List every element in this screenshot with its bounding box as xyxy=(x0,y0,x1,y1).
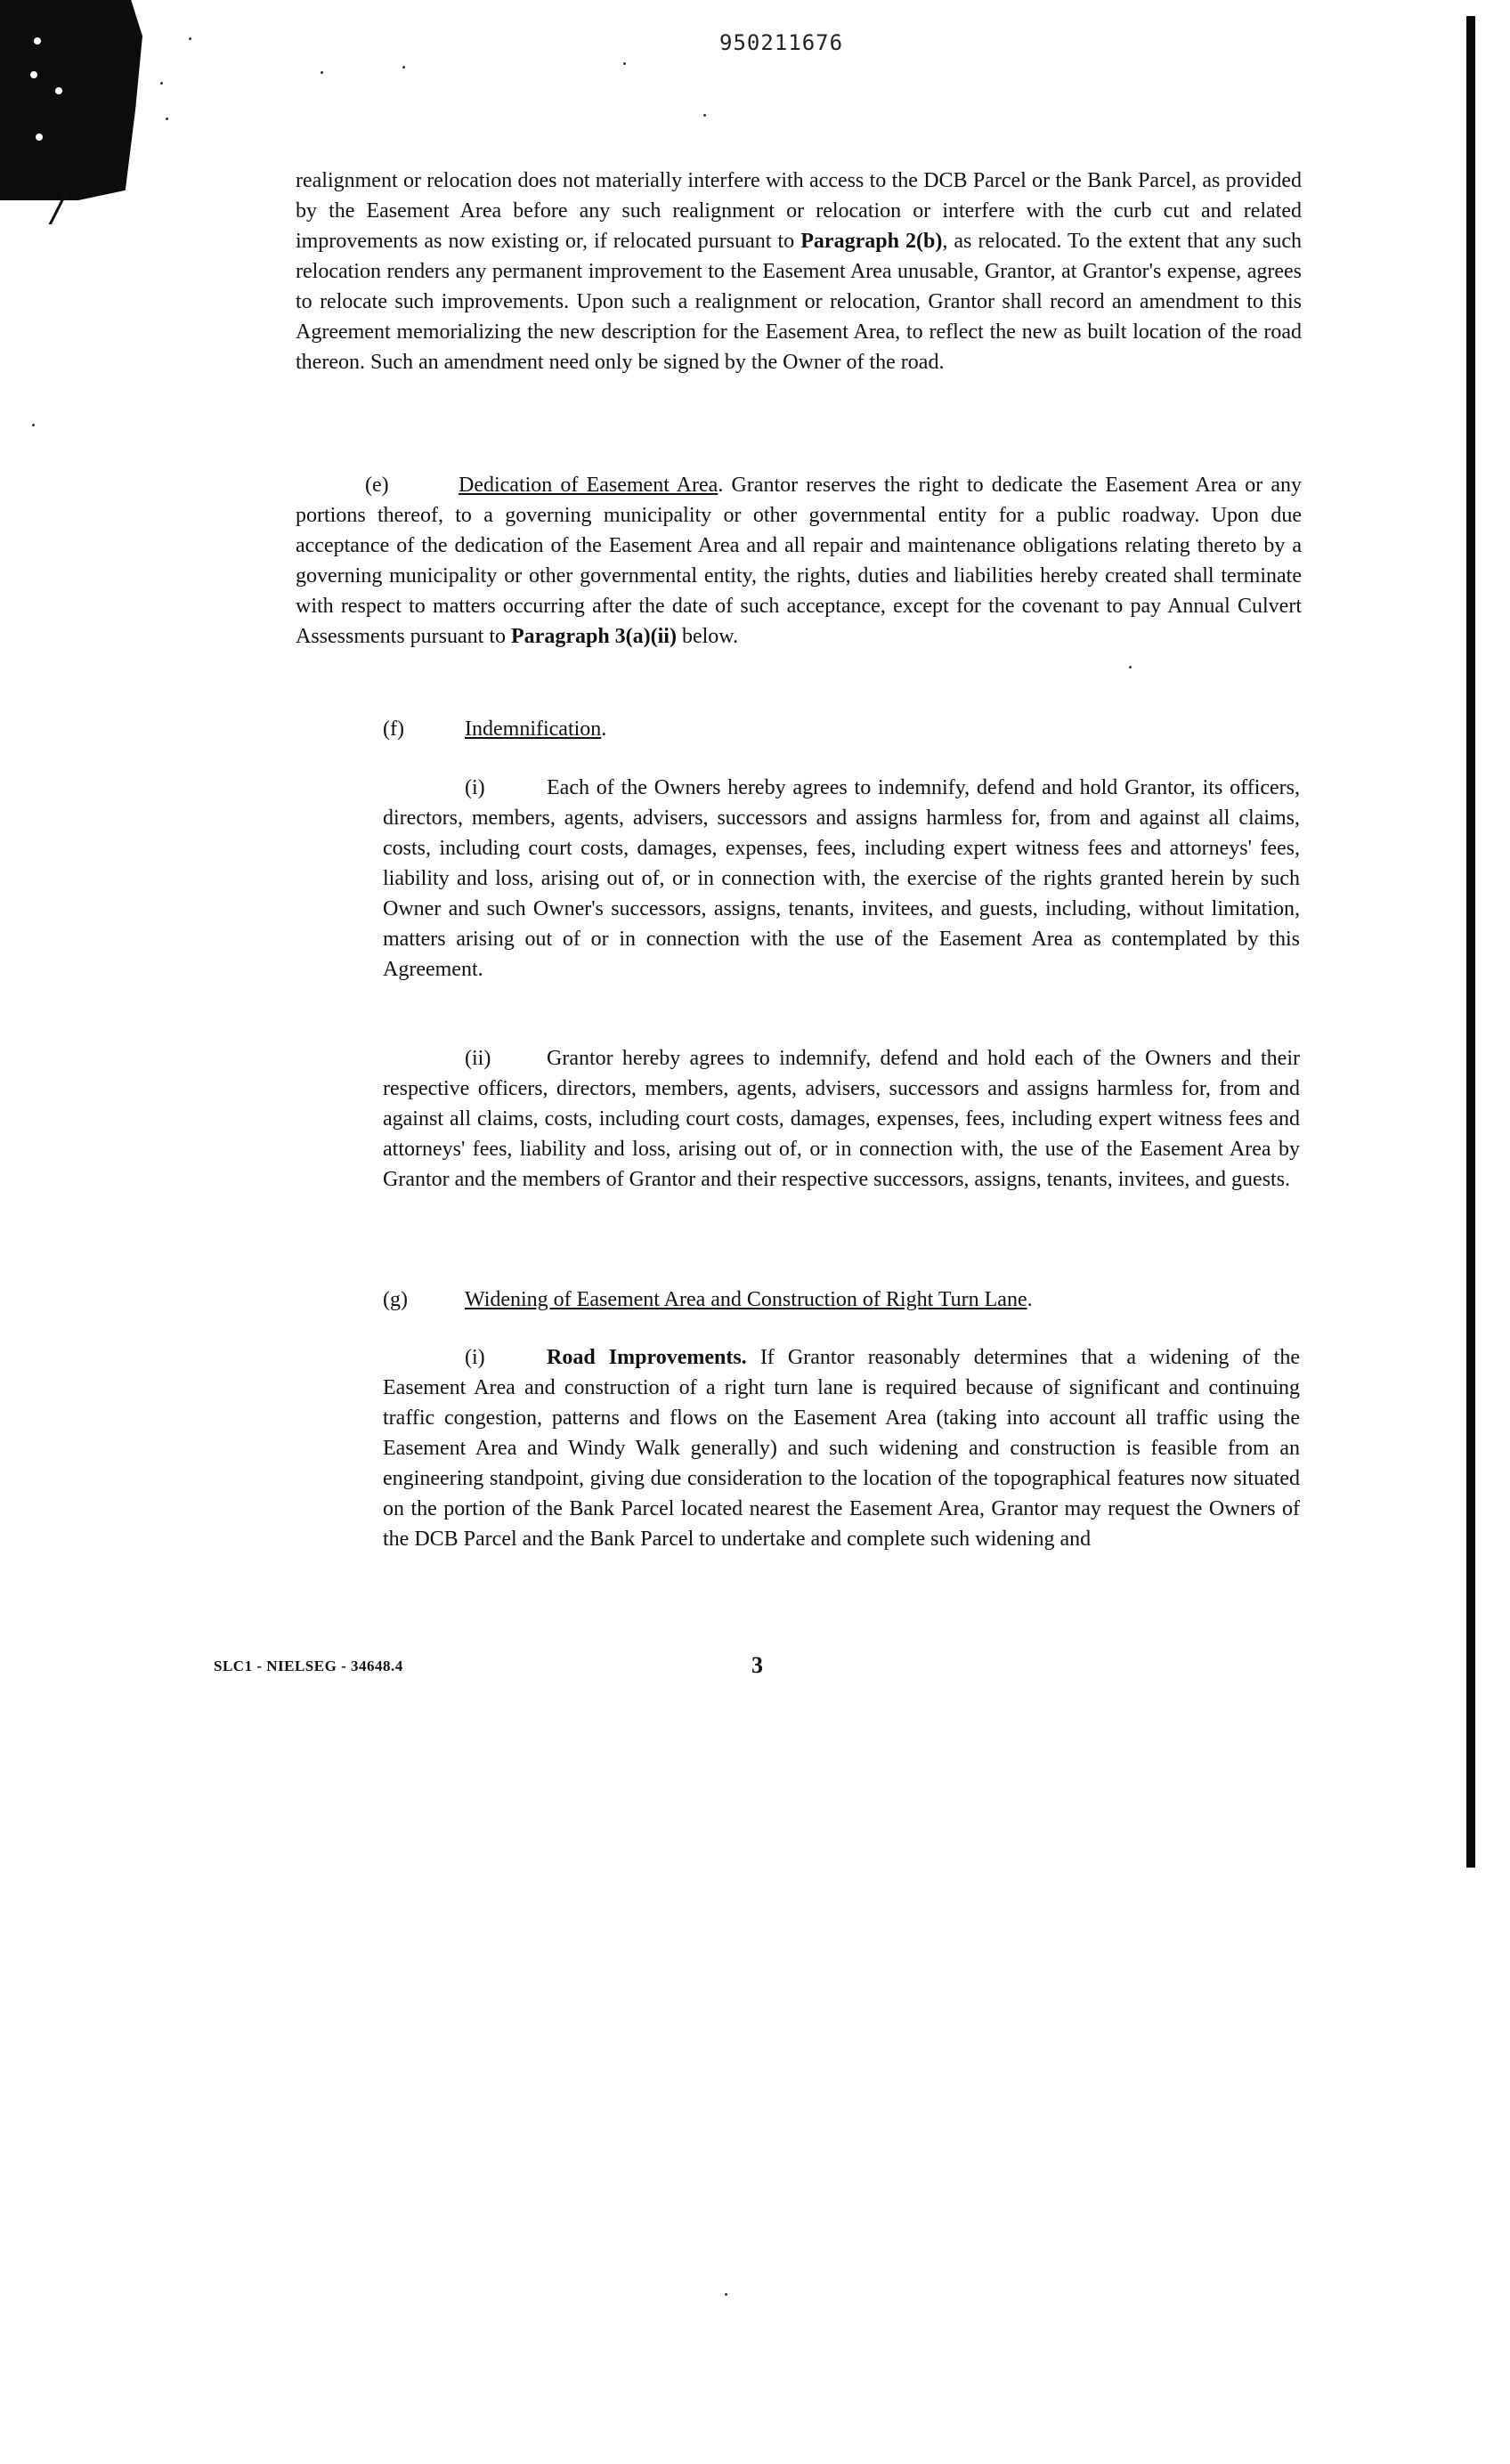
section-g-heading: Widening of Easement Area and Construction of Right Turn Lane xyxy=(465,1288,1027,1311)
section-e-text-1: . Grantor reserves the right to dedicate the Easement Area or any portions thereof, to a governing municipality or other governmental entity for a public roadway. Upon due acceptance of the dedication of the Easement Area and all repair and maintenance obligations relating thereto by a governing municipality or other governmental entity, the rights, duties and liabilities hereby created shall terminate with respect to matters occurring after the date of such acceptance, except for the covenant to pay Annual Culvert Assessments pursuant to xyxy=(296,474,1302,648)
section-f-ii-paragraph xyxy=(383,1043,1300,1195)
scan-speck xyxy=(1129,666,1132,669)
section-e-paragraph xyxy=(296,470,1302,652)
scan-speck xyxy=(32,424,35,426)
section-e-text-2: below. xyxy=(676,625,739,648)
section-f-i-paragraph xyxy=(383,773,1300,985)
section-f-ii-label: (ii) xyxy=(465,1047,491,1070)
section-e-heading: Dedication of Easement Area xyxy=(459,474,718,497)
section-g-heading-line xyxy=(383,1285,1300,1315)
footer-document-id: SLC1 - NIELSEG - 34648.4 xyxy=(214,1658,403,1674)
scan-speck xyxy=(189,37,191,40)
section-g-i-title: Road Improvements. xyxy=(547,1346,747,1369)
section-f-heading-line xyxy=(383,714,1300,744)
margin-scribble: / xyxy=(52,185,65,231)
scan-edge-bar xyxy=(1466,16,1475,1868)
section-f-heading-end: . xyxy=(601,717,607,741)
paragraph-reference: Paragraph 2(b) xyxy=(800,230,943,253)
section-g-label: (g) xyxy=(383,1288,408,1311)
section-f-ii-text: Grantor hereby agrees to indemnify, defend and hold each of the Owners and their respective officers, directors, members, agents, advisers, successors and assigns harmless for, from and against all claims, costs, including court costs, damages, expenses, fees, including expert witness fees and attorneys' fees, liability and loss, arising out of, or in connection with, the use of the Easement Area by Grantor and the members of Grantor and their respective successors, assigns, tenants, invitees, and guests. xyxy=(383,1047,1300,1191)
punch-hole xyxy=(34,37,41,45)
punch-hole xyxy=(30,71,37,78)
scan-speck xyxy=(623,62,626,65)
section-e-reference: Paragraph 3(a)(ii) xyxy=(511,625,677,648)
section-f-label: (f) xyxy=(383,717,404,741)
scan-speck xyxy=(703,114,706,117)
document-number: 950211676 xyxy=(719,30,844,55)
page-number: 3 xyxy=(751,1652,763,1678)
section-f-i-text: Each of the Owners hereby agrees to indemnify, defend and hold Grantor, its officers, directors, members, agents, advisers, successors and assigns harmless for, from and against all claims, costs, including court costs, damages, expenses, fees, including expert witness fees and attorneys' fees, liability and loss, arising out of, or in connection with, the exercise of the rights granted herein by such Owner and such Owner's successors, assigns, tenants, invitees, and guests, including, without limitation, matters arising out of or in connection with the use of the Easement Area as contemplated by this Agreement. xyxy=(383,776,1300,981)
section-g-heading-end: . xyxy=(1027,1288,1033,1311)
punch-hole xyxy=(36,134,43,141)
section-g-i-label: (i) xyxy=(465,1346,485,1369)
section-f-heading: Indemnification xyxy=(465,717,602,741)
scan-speck xyxy=(166,118,168,120)
section-e-label: (e) xyxy=(365,474,389,497)
continuation-text-1: realignment or relocation does not materially interfere with access to the DCB Parcel or the Bank Parcel, as provided by the Easement Area before any such realignment or relocation or interfere with the curb cut and related improvements as now existing or, if relocated pursuant to xyxy=(296,169,1302,253)
scan-speck xyxy=(321,71,323,74)
section-f-i-label: (i) xyxy=(465,776,485,799)
section-g-i-text: If Grantor reasonably determines that a widening of the Easement Area and construction of a right turn lane is required because of significant and continuing traffic congestion, patterns and flows on the Easement Area (taking into account all traffic using the Easement Area and Windy Walk generally) and such widening and construction is feasible from an engineering standpoint, giving due consideration to the location of the topographical features now situated on the portion of the Bank Parcel located nearest the Easement Area, Grantor may request the Owners of the DCB Parcel and the Bank Parcel to undertake and complete such widening and xyxy=(383,1346,1300,1551)
continuation-paragraph xyxy=(296,166,1302,377)
scan-speck xyxy=(725,2293,727,2296)
scan-corner-blot xyxy=(0,0,142,200)
punch-hole xyxy=(55,87,62,94)
section-g-i-paragraph xyxy=(383,1342,1300,1554)
continuation-text-2: , as relocated. To the extent that any such relocation renders any permanent improvement to the Easement Area unusable, Grantor, at Grantor's expense, agrees to relocate such improvements. Upon such a realignment or relocation, Grantor shall record an amendment to this Agreement memorializing the new description for the Easement Area, to reflect the new as built location of the road thereon. Such an amendment need only be signed by the Owner of the road. xyxy=(296,230,1302,374)
scan-speck xyxy=(402,66,405,69)
scan-speck xyxy=(160,82,163,85)
